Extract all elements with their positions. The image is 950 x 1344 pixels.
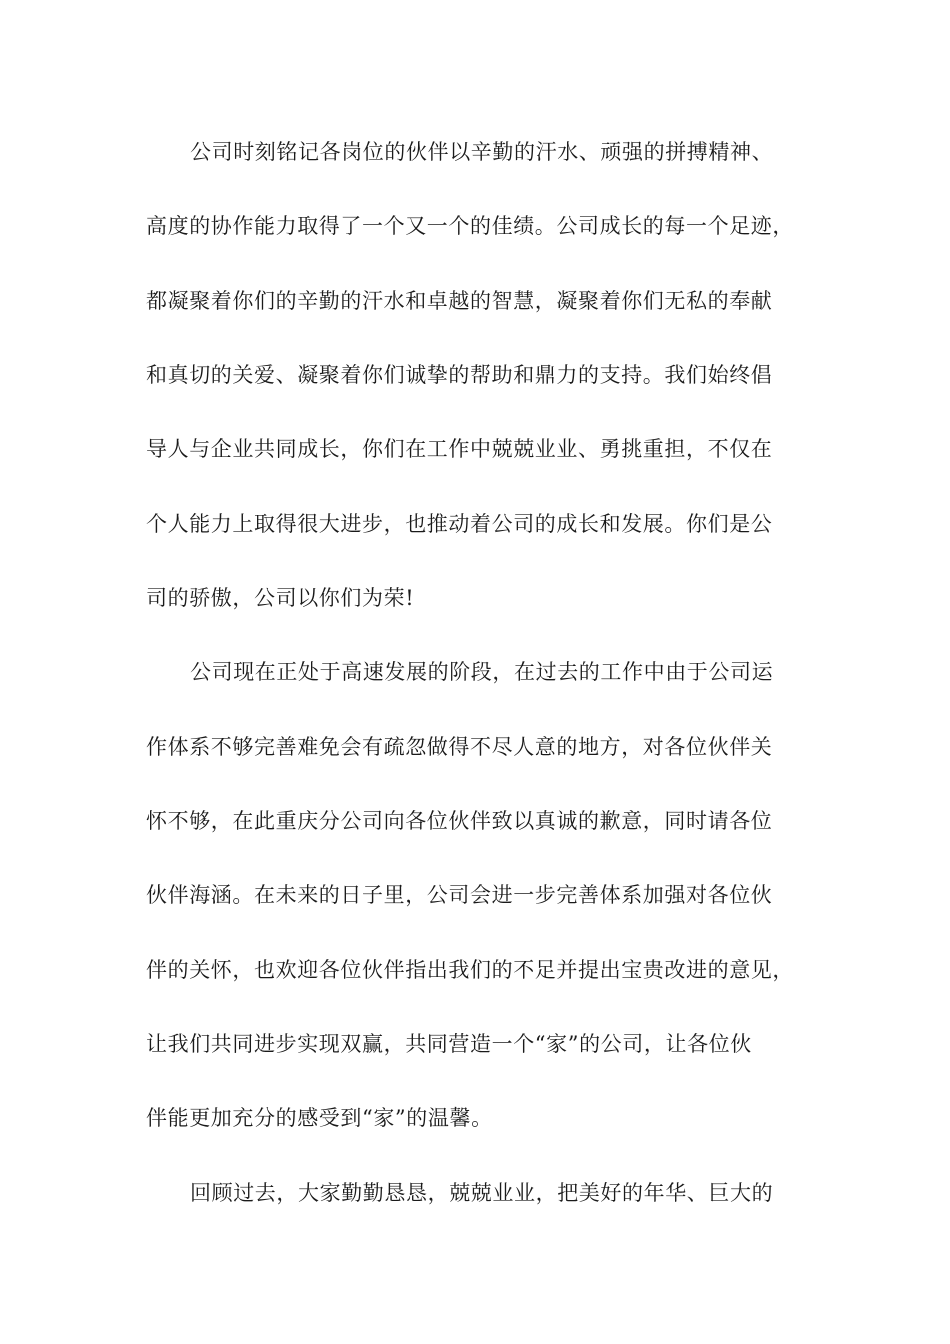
paragraph-2-line-7: 伴能更加充分的感受到“家”的温馨。 [146,1106,493,1130]
paragraph-1-line-4: 和真切的关爱、凝聚着你们诚挚的帮助和鼎力的支持。我们始终倡 [146,363,773,387]
paragraph-1-line-6: 个人能力上取得很大进步，也推动着公司的成长和发展。你们是公 [146,512,773,536]
paragraph-1-line-3: 都凝聚着你们的辛勤的汗水和卓越的智慧，凝聚着你们无私的奉献 [146,289,773,313]
paragraph-2-line-4: 伙伴海涵。在未来的日子里，公司会进一步完善体系加强对各位伙 [146,883,773,907]
paragraph-2-line-6: 让我们共同进步实现双赢，共同营造一个“家”的公司，让各位伙 [146,1032,752,1056]
paragraph-3-line-1: 回顾过去，大家勤勤恳恳，兢兢业业，把美好的年华、巨大的 [190,1181,774,1205]
paragraph-1-line-5: 导人与企业共同成长，你们在工作中兢兢业业、勇挑重担，不仅在 [146,437,773,461]
paragraph-1-line-2: 高度的协作能力取得了一个又一个的佳绩。公司成长的每一个足迹， [146,214,794,238]
paragraph-2-line-5: 伴的关怀，也欢迎各位伙伴指出我们的不足并提出宝贵改进的意见， [146,958,794,982]
paragraph-2-line-1: 公司现在正处于高速发展的阶段，在过去的工作中由于公司运 [190,660,774,684]
paragraph-1-line-1: 公司时刻铭记各岗位的伙伴以辛勤的汗水、顽强的拼搏精神、 [190,140,774,164]
paragraph-1-line-7: 司的骄傲，公司以你们为荣! [146,586,415,610]
paragraph-2-line-2: 作体系不够完善难免会有疏忽做得不尽人意的地方，对各位伙伴关 [146,735,773,759]
paragraph-2-line-3: 怀不够，在此重庆分公司向各位伙伴致以真诚的歉意，同时请各位 [146,809,773,833]
